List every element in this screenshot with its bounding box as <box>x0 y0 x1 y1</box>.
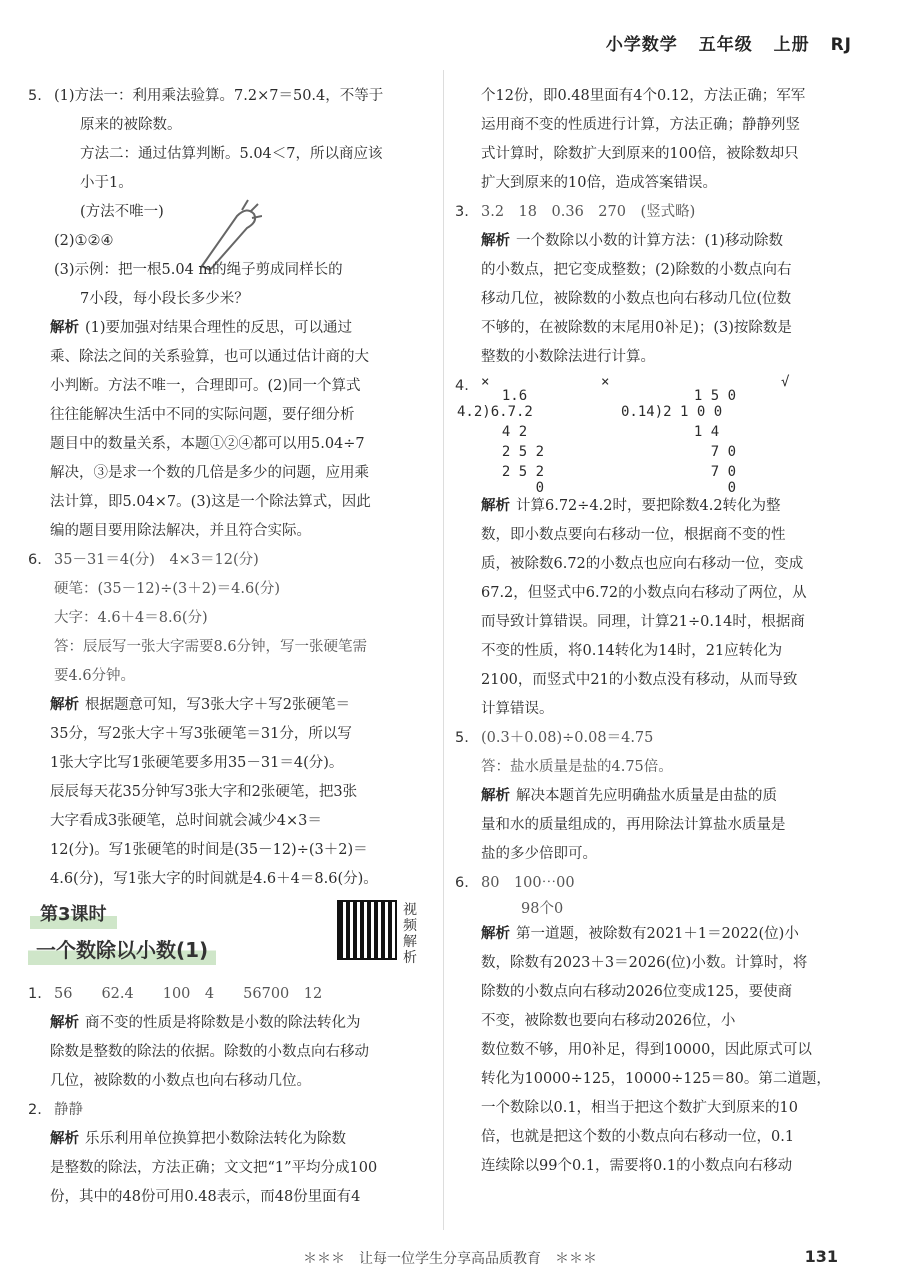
analysis-line: 数，即小数点要向右移动一位，根据商不变的性 <box>481 527 786 543</box>
analysis-line: 的小数点，把它变成整数；(2)除数的小数点向右 <box>481 262 792 278</box>
lesson-heading <box>28 900 417 980</box>
analysis-line: 不变的性质，将0.14转化为14时，21应转化为 <box>481 643 783 659</box>
calc-1-line-2: 4.2)6.7.2 <box>457 404 533 420</box>
calc-2-line-3: 1 4 <box>677 424 720 440</box>
analysis-line: 4.6(分)，写1张大字的时间就是4.6＋4＝8.6(分)。 <box>50 871 378 887</box>
analysis-line: 计算6.72÷4.2时，要把除数4.2转化为整 <box>516 498 781 514</box>
analysis-line: 辰辰每天花35分钟写3张大字和2张硬笔，把3张 <box>50 784 358 800</box>
analysis-line: 解决本题首先应明确盐水质量是由盐的质 <box>516 788 777 804</box>
answer-line: 80 100⋯00 <box>481 875 575 891</box>
analysis-line: 编的题目要用除法解决，并且符合实际。 <box>50 523 311 539</box>
analysis-line: 2100，而竖式中21的小数点没有移动，从而导致 <box>481 672 798 688</box>
analysis-line: 35分，写2张大字＋写3张硬笔＝31分，所以写 <box>50 726 352 742</box>
analysis-q3 <box>455 227 865 372</box>
analysis-line: 大字看成3张硬笔，总时间就会减少4×3＝ <box>50 813 322 829</box>
answer-line: 大字：4.6＋4＝8.6(分) <box>54 610 208 626</box>
footer-slogan: ＊＊＊ 让每一位学生分享高品质教育 ＊＊＊ <box>303 1251 597 1267</box>
analysis-line: 12(分)。写1张硬笔的时间是(35－12)÷(3＋2)＝ <box>50 842 368 858</box>
mark-correct: √ <box>781 374 790 390</box>
analysis-line: 扩大到原来的10倍，造成答案错误。 <box>481 175 717 191</box>
analysis-line: 小判断。方法不唯一，合理即可。(2)同一个算式 <box>50 378 361 394</box>
analysis-line: 商不变的性质是将除数是小数的除法转化为 <box>85 1015 361 1031</box>
answer-line: 小于1。 <box>80 175 133 191</box>
calc-2-line-4: 7 0 <box>677 444 737 460</box>
analysis-q5 <box>28 314 413 546</box>
analysis-line: 数位数不够，用0补足，得到10000，因此原式可以 <box>481 1042 812 1058</box>
analysis-q4 <box>455 492 865 724</box>
calc-1-line-4: 2 5 2 <box>485 444 545 460</box>
analysis-line: 根据题意可知，写3张大字＋写2张硬笔＝ <box>85 697 350 713</box>
analysis-q6 <box>28 691 413 894</box>
question-number: 6. <box>455 875 469 891</box>
analysis-line: 个12份，即0.48里面有4个0.12，方法正确；军军 <box>481 88 806 104</box>
answer-line: 静静 <box>54 1102 83 1118</box>
answer-line: 答：盐水质量是盐的4.75倍。 <box>481 759 673 775</box>
analysis-tag: 解析 <box>50 1131 79 1147</box>
analysis-line: 一个数除以0.1，相当于把这个数扩大到原来的10 <box>481 1100 799 1116</box>
grade: 五年级 <box>698 35 753 55</box>
video-analysis-label[interactable]: 视频解析 <box>403 902 417 966</box>
left-column <box>28 82 417 1212</box>
analysis-line: 除数的小数点向右移动2026位变成125，要使商 <box>481 984 793 1000</box>
question-number: 6. <box>28 552 42 568</box>
calc-2-line-1: 1 5 0 <box>677 388 737 404</box>
question-2 <box>28 1096 413 1125</box>
answer-line: 硬笔：(35－12)÷(3＋2)＝4.6(分) <box>54 581 281 597</box>
answer-line: (方法不唯一) <box>80 204 164 220</box>
analysis-line: 一个数除以小数的计算方法：(1)移动除数 <box>516 233 784 249</box>
analysis-line: 67.2，但竖式中6.72的小数点向右移动了两位，从 <box>481 585 807 601</box>
analysis-q5-right <box>455 782 865 869</box>
lesson-number: 第3课时 <box>30 900 117 929</box>
analysis-line: 倍，也就是把这个数的小数点向右移动一位，0.1 <box>481 1129 795 1145</box>
analysis-line: 份，其中的48份可用0.48表示，而48份里面有4 <box>50 1189 361 1205</box>
page-header <box>592 30 852 55</box>
page-number: 131 <box>804 1247 838 1266</box>
right-column <box>455 82 865 1181</box>
edition: RJ <box>830 35 852 55</box>
analysis-line: 乐乐利用单位换算把小数除法转化为除数 <box>85 1131 346 1147</box>
calc-1-line-5: 2 5 2 <box>485 464 545 480</box>
analysis-line: 量和水的质量组成的，再用除法计算盐水质量是 <box>481 817 786 833</box>
answer-line: 3.2 18 0.36 270 (竖式略) <box>481 204 696 220</box>
answer-line: (3)示例：把一根5.04 m的绳子剪成同样长的 <box>54 262 343 278</box>
calc-2-line-6: 0 <box>677 480 737 496</box>
answer-line: 56 62.4 100 4 56700 12 <box>54 986 323 1002</box>
calc-2-line-5: 7 0 <box>677 464 737 480</box>
volume: 上册 <box>773 35 810 55</box>
analysis-tag: 解析 <box>50 697 79 713</box>
analysis-line: 盐的多少倍即可。 <box>481 846 597 862</box>
answer-line: (1)方法一：利用乘法验算。7.2×7＝50.4，不等于 <box>54 88 384 104</box>
question-5 <box>28 82 413 314</box>
analysis-line: 往往能解决生活中不同的实际问题，要仔细分析 <box>50 407 355 423</box>
analysis-line: 整数的小数除法进行计算。 <box>481 349 655 365</box>
analysis-q1 <box>28 1009 413 1096</box>
answer-line: 98个0 <box>521 901 564 917</box>
analysis-tag: 解析 <box>481 498 510 514</box>
analysis-line: 移动几位，被除数的小数点也向右移动几位(位数 <box>481 291 792 307</box>
analysis-line: 几位，被除数的小数点也向右移动几位。 <box>50 1073 311 1089</box>
analysis-line: 是整数的除法，方法正确；文文把“1”平均分成100 <box>50 1160 378 1176</box>
analysis-line: 式计算时，除数扩大到原来的100倍，被除数却只 <box>481 146 799 162</box>
analysis-line: 数，除数有2023＋3＝2026(位)小数。计算时，将 <box>481 955 808 971</box>
question-4 <box>455 372 865 496</box>
answer-line: 方法二：通过估算判断。5.04＜7，所以商应该 <box>80 146 383 162</box>
analysis-line: (1)要加强对结果合理性的反思，可以通过 <box>85 320 353 336</box>
analysis-tag: 解析 <box>50 320 79 336</box>
column-divider <box>443 70 444 1230</box>
answer-line: 7小段，每小段长多少米？ <box>80 291 249 307</box>
analysis-line: 连续除以99个0.1，需要将0.1的小数点向右移动 <box>481 1158 793 1174</box>
question-number: 4. <box>455 378 469 394</box>
qr-code[interactable] <box>337 900 397 960</box>
analysis-tag: 解析 <box>481 926 510 942</box>
analysis-tag: 解析 <box>481 788 510 804</box>
analysis-q6-right <box>455 920 865 1181</box>
answer-line: (2)①②④ <box>54 233 114 249</box>
answer-line: 要4.6分钟。 <box>54 668 136 684</box>
subject: 小学数学 <box>605 35 678 55</box>
answer-line: 答：辰辰写一张大字需要8.6分钟，写一张硬笔需 <box>54 639 368 655</box>
answer-line: (0.3＋0.08)÷0.08＝4.75 <box>481 730 654 746</box>
analysis-line: 而导致计算错误。同理，计算21÷0.14时，根据商 <box>481 614 805 630</box>
question-3 <box>455 198 865 227</box>
question-1 <box>28 980 413 1009</box>
analysis-tag: 解析 <box>481 233 510 249</box>
answer-line: 原来的被除数。 <box>80 117 182 133</box>
analysis-line: 法计算，即5.04×7。(3)这是一个除法算式，因此 <box>50 494 371 510</box>
analysis-line: 1张大字比写1张硬笔要多用35－31＝4(分)。 <box>50 755 344 771</box>
question-6 <box>28 546 413 691</box>
analysis-line: 解决，③是求一个数的几倍是多少的问题，应用乘 <box>50 465 369 481</box>
question-number: 5. <box>455 730 469 746</box>
calc-1-line-3: 4 2 <box>485 424 528 440</box>
analysis-tag: 解析 <box>50 1015 79 1031</box>
analysis-q2 <box>28 1125 413 1212</box>
question-number: 5. <box>28 88 42 104</box>
answer-line: 35－31＝4(分) 4×3＝12(分) <box>54 552 259 568</box>
analysis-line: 计算错误。 <box>481 701 554 717</box>
analysis-line: 不够的，在被除数的末尾用0补足)；(3)按除数是 <box>481 320 792 336</box>
analysis-line: 除数是整数的除法的依据。除数的小数点向右移动 <box>50 1044 369 1060</box>
question-number: 2. <box>28 1102 42 1118</box>
analysis-line: 题目中的数量关系，本题①②④都可以用5.04÷7 <box>50 436 365 452</box>
analysis-line: 转化为10000÷125，10000÷125＝80。第二道题， <box>481 1071 831 1087</box>
calc-2-line-2: 0.14)2 1 0 0 <box>621 404 723 420</box>
analysis-line: 乘、除法之间的关系验算，也可以通过估计商的大 <box>50 349 369 365</box>
calc-1-line-1: 1.6 <box>485 388 528 404</box>
analysis-line: 第一道题，被除数有2021＋1＝2022(位)小 <box>516 926 799 942</box>
long-division-area <box>457 372 865 496</box>
mark-wrong-1: × <box>481 374 490 390</box>
analysis-line: 质，被除数6.72的小数点也应向右移动一位，变成 <box>481 556 804 572</box>
mark-wrong-2: × <box>601 374 610 390</box>
analysis-q2-continued <box>455 82 865 198</box>
question-6-right <box>455 869 865 920</box>
analysis-line: 运用商不变的性质进行计算，方法正确；静静列竖 <box>481 117 800 133</box>
question-5-right <box>455 724 865 782</box>
calc-1-line-6: 0 <box>485 480 545 496</box>
analysis-line: 不变，被除数也要向右移动2026位，小 <box>481 1013 736 1029</box>
question-number: 1. <box>28 986 42 1002</box>
lesson-title: 一个数除以小数(1) <box>28 936 216 965</box>
question-number: 3. <box>455 204 469 220</box>
